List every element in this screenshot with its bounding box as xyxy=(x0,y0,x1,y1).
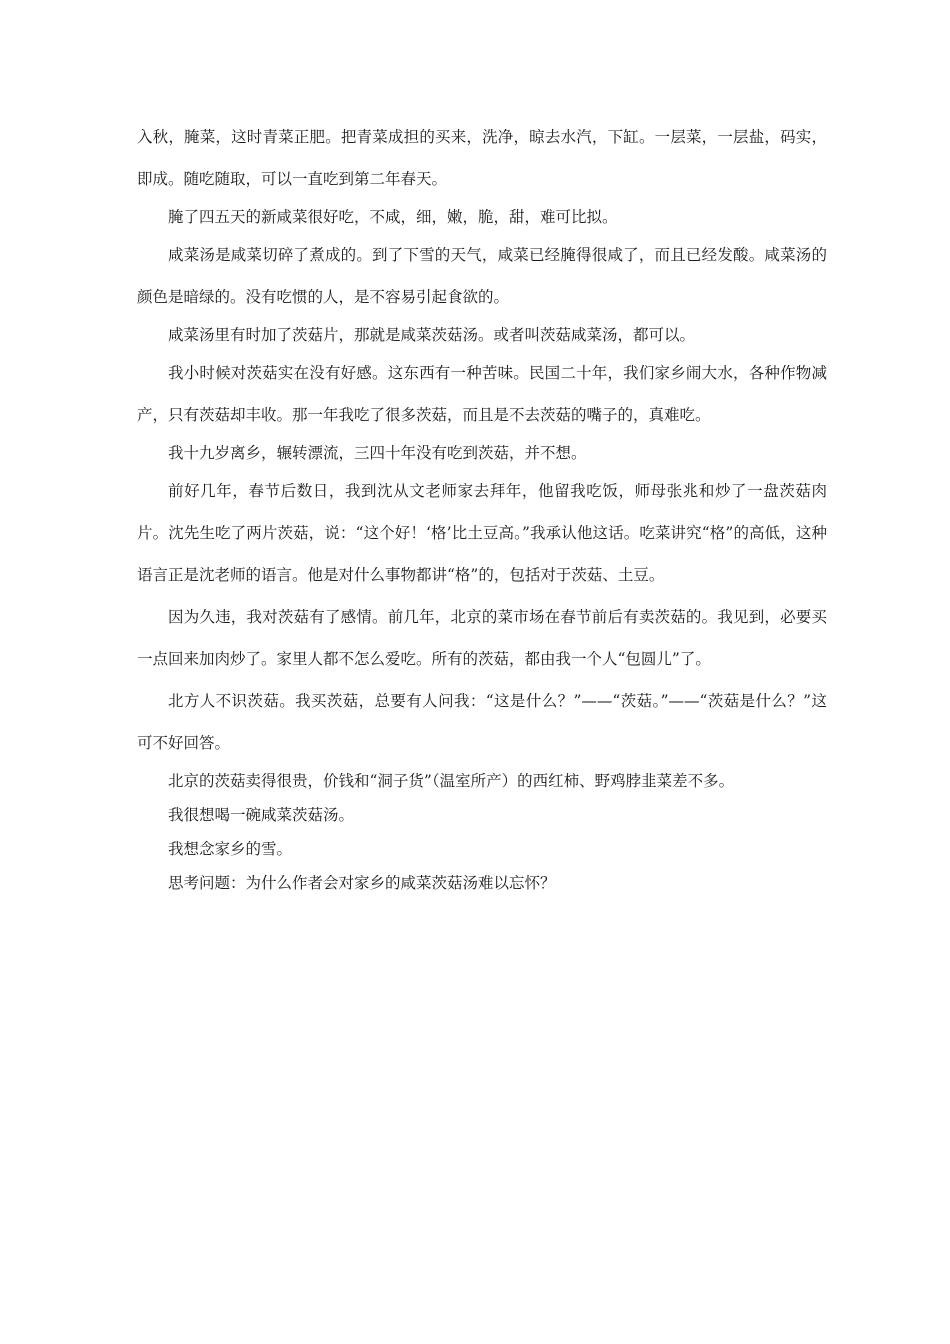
paragraph-5: 我小时候对茨菇实在没有好感。这东西有一种苦味。民国二十年，我们家乡闹大水，各种作物减产，只有茨菇却丰收。那一年我吃了很多茨菇，而且是不去茨菇的嘴子的，真难吃。 xyxy=(137,364,827,424)
paragraph-9: 北方人不识茨菇。我买茨菇，总要有人问我：“这是什么？”——“茨菇。”——“茨菇是什么？”这可不好回答。 xyxy=(137,692,827,752)
paragraph-4: 咸菜汤里有时加了茨菇片，那就是咸菜茨菇汤。或者叫茨菇咸菜汤，都可以。 xyxy=(168,326,696,344)
paragraph-12: 我想念家乡的雪。 xyxy=(168,840,293,858)
paragraph-6: 我十九岁离乡，辗转漂流，三四十年没有吃到茨菇，并不想。 xyxy=(168,444,587,462)
paragraph-10: 北京的茨菇卖得很贵，价钱和“洞子货”（温室所产）的西红柿、野鸡脖韭菜差不多。 xyxy=(168,772,735,790)
paragraph-group xyxy=(137,764,827,900)
paragraph-1: 入秋，腌菜，这时青菜正肥。把青菜成担的买来，洗净，晾去水汽，下缸。一层菜，一层盐，码实，即成。随吃随取，可以一直吃到第二年春天。 xyxy=(137,128,827,188)
paragraph-3: 咸菜汤是咸菜切碎了煮成的。到了下雪的天气，咸菜已经腌得很咸了，而且已经发酸。咸菜汤的颜色是暗绿的。没有吃惯的人，是不容易引起食欲的。 xyxy=(137,246,827,306)
paragraph-11: 我很想喝一碗咸菜茨菇汤。 xyxy=(168,806,355,824)
paragraph-2: 腌了四五天的新咸菜很好吃，不咸，细，嫩，脆，甜，难可比拟。 xyxy=(168,208,618,226)
paragraph-group xyxy=(137,436,827,470)
paragraph-group xyxy=(137,200,827,234)
question-paragraph: 思考问题：为什么作者会对家乡的咸菜茨菇汤难以忘怀？ xyxy=(168,874,556,892)
article-body xyxy=(137,116,827,900)
paragraph-8: 因为久违，我对茨菇有了感情。前几年，北京的菜市场在春节前后有卖茨菇的。我见到，必要买一点回来加肉炒了。家里人都不怎么爱吃。所有的茨菇，都由我一个人“包圆儿”了。 xyxy=(137,608,827,668)
paragraph-group xyxy=(137,318,827,352)
paragraph-7: 前好几年，春节后数日，我到沈从文老师家去拜年，他留我吃饭，师母张兆和炒了一盘茨菇肉片。沈先生吃了两片茨菇，说：“这个好！‘格’比土豆高。”我承认他这话。吃菜讲究“格”的高低，这种语言正是沈老师的语言。他是对什么事物都讲“格”的，包括对于茨菇、土豆。 xyxy=(137,482,827,584)
